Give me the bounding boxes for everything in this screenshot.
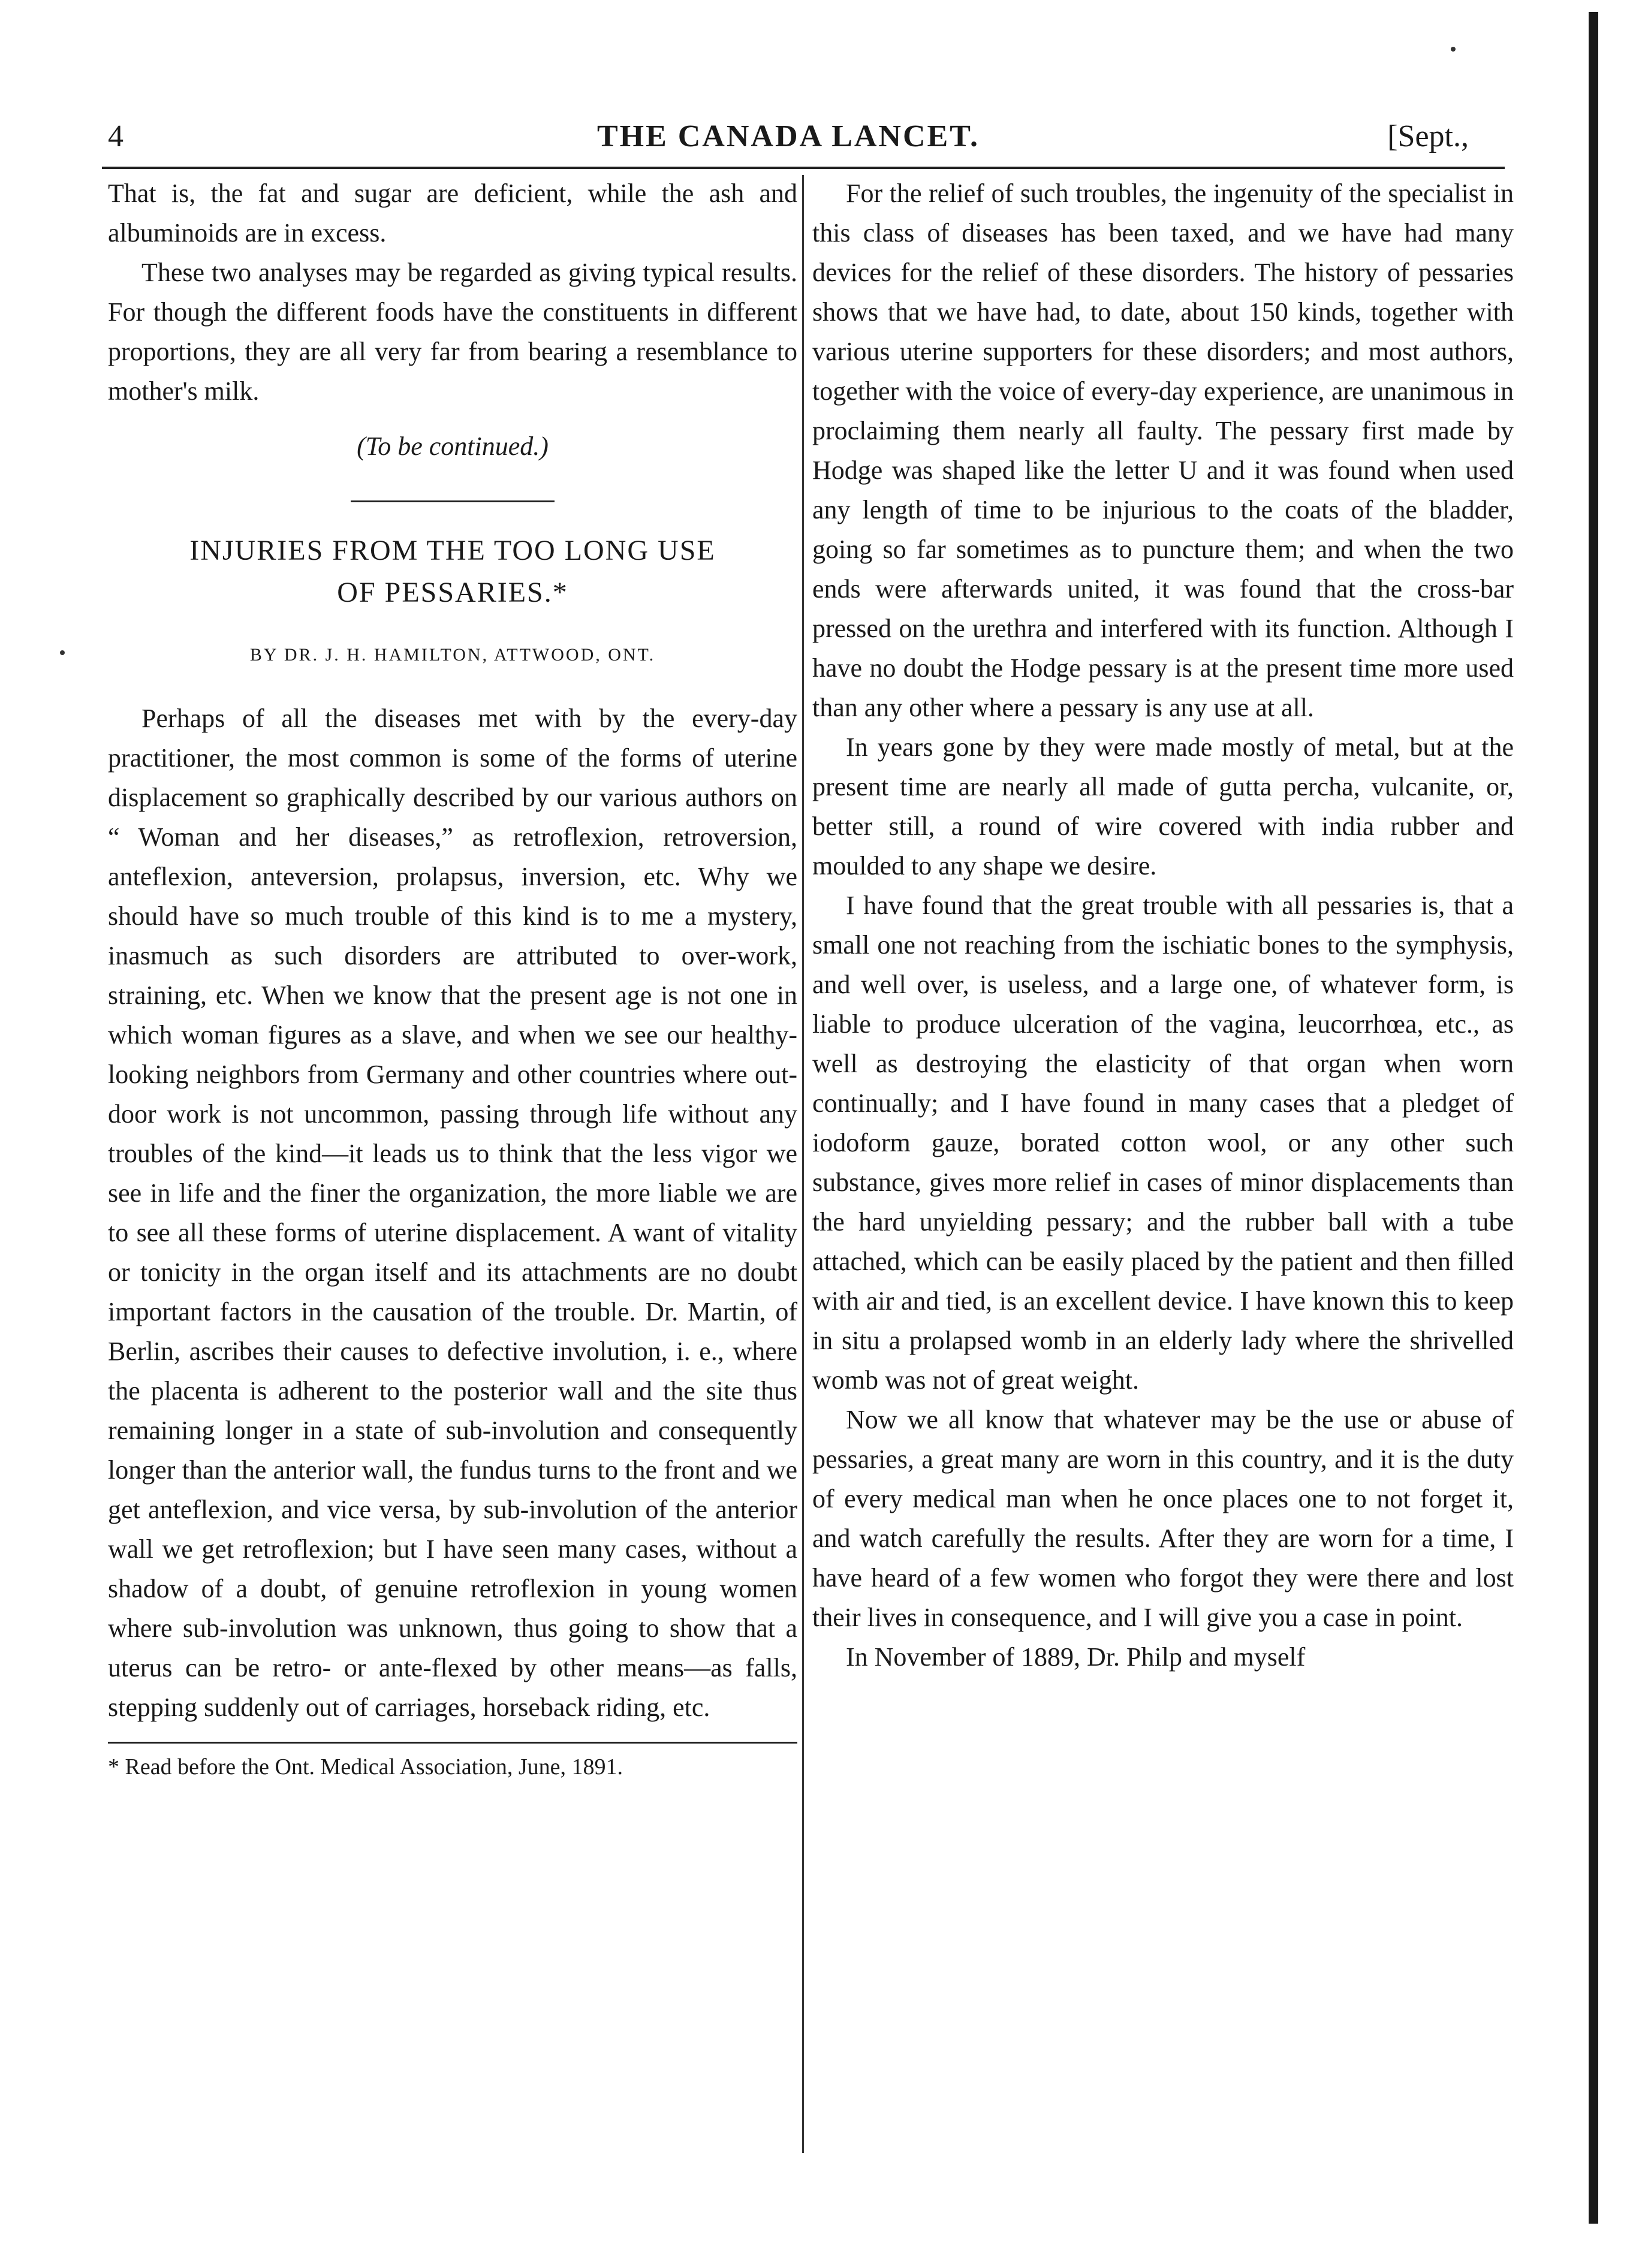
relief-paragraph: For the relief of such troubles, the ingenuity of the specialist in this class of diseases has been taxed, and we have had many devices for the relief of these disorders. The history of pessaries shows that we have had, to date, about 150 kinds, together with various uterine supporters for these disorders; and most authors, together with the voice of every-day experience, are unanimous in proclaiming them nearly all faulty. The pessary first made by Hodge was shaped like the letter U and it was found when used any length of time to be injurious to the coats of the bladder, going so far sometimes as to puncture them; and when the two ends were afterwards united, it was found that the cross-bar pressed on the urethra and interfered with its function. Although I have no doubt the Hodge pessary is at the present time more used than any other where a pessary is any use at all.: [812, 179, 1514, 722]
stray-speck: [60, 650, 65, 655]
article-body-paragraph: Perhaps of all the diseases met with by the every-day practitioner, the most common is some of the forms of uterine displacement so graphically described by our various authors on “ Woman and her diseases,” as retroflexion, retroversion, anteflexion, anteversion, prolapsus, inversion, etc. Why we should have so much trouble of this kind is to me a mystery, inasmuch as such disorders are attributed to over-work, straining, etc. When we know that the present age is not one in which woman figures as a slave, and when we see our healthy-looking neighbors from Germany and other countries where out-door work is not uncommon, passing through life without any troubles of the kind—it leads us to think that the less vigor we see in life and the finer the organization, the more liable we are to see all these forms of uterine displacement. A want of vitality or tonicity in the organ itself and its attachments are no doubt important factors in the causation of the trouble. Dr. Martin, of Berlin, ascribes their causes to defective involution, i. e., where the placenta is adherent to the posterior wall and the site thus remaining longer in a state of sub-involution and consequently longer than the anterior wall, the fundus turns to the front and we get anteflexion, and vice versa, by sub-involution of the anterior wall we get retroflexion; but I have seen many cases, without a shadow of a doubt, of genuine retroflexion in young women where sub-involution was unknown, thus going to show that a uterus can be retro- or ante-flexed by other means—as falls, stepping suddenly out of carriages, horseback riding, etc.: [108, 704, 797, 1722]
continued-paragraph: That is, the fat and sugar are deficient, while the ash and albuminoids are in excess.: [108, 179, 797, 248]
materials-paragraph: In years gone by they were made mostly of metal, but at the present time are nearly all made of gutta percha, vulcanite, or, better still, a round of wire covered with india rubber and moulded to any shape we desire.: [812, 732, 1514, 880]
case-paragraph: In November of 1889, Dr. Philp and myself: [846, 1642, 1306, 1672]
article-title: [108, 530, 797, 614]
right-column: [812, 174, 1514, 1677]
section-divider: [108, 479, 797, 519]
journal-title: THE CANADA LANCET.: [596, 119, 980, 153]
column-divider: [802, 175, 804, 2153]
issue-date: [Sept.,: [1387, 119, 1469, 153]
author-byline: BY DR. J. H. HAMILTON, ATTWOOD, ONT.: [249, 645, 656, 665]
article-title-line-1: INJURIES FROM THE TOO LONG USE: [189, 535, 716, 566]
binding-edge: [1589, 12, 1598, 2224]
left-column: [108, 174, 797, 1782]
article-title-line-2: OF PESSARIES.*: [337, 577, 568, 608]
footnote: * Read before the Ont. Medical Association, June, 1891.: [108, 1754, 623, 1780]
header-rule: [102, 167, 1505, 169]
page-number: 4: [108, 119, 123, 153]
running-header: [102, 114, 1475, 162]
analyses-paragraph: These two analyses may be regarded as giving typical results. For though the different foods have the constituents in different proportions, they are all very far from bearing a resemblance to mother's milk.: [108, 258, 797, 406]
duty-paragraph: Now we all know that whatever may be the use or abuse of pessaries, a great many are worn in this country, and it is the duty of every medical man when he once places one to not forget it, and watch carefully the results. After they are worn for a time, I have heard of a few women who forgot they were there and lost their lives in consequence, and I will give you a case in point.: [812, 1405, 1514, 1632]
footnote-rule: [108, 1742, 797, 1744]
to-be-continued-note: (To be continued.): [357, 432, 549, 461]
trouble-paragraph: I have found that the great trouble with all pessaries is, that a small one not reaching from the ischiatic bones to the symphysis, and well over, is useless, and a large one, of whatever form, is liable to produce ulceration of the vagina, leucorrhœa, etc., as well as destroying the elasticity of that organ when worn continually; and I have found in many cases that a pledget of iodoform gauze, borated cotton wool, or any other such substance, gives more relief in cases of minor displacements than the hard unyielding pessary; and the rubber ball with a tube attached, which can be easily placed by the patient and then filled with air and tied, is an excellent device. I have known this to keep in situ a prolapsed womb in an elderly lady where the shrivelled womb was not of great weight.: [812, 891, 1514, 1395]
margin-speck: [1451, 47, 1456, 52]
